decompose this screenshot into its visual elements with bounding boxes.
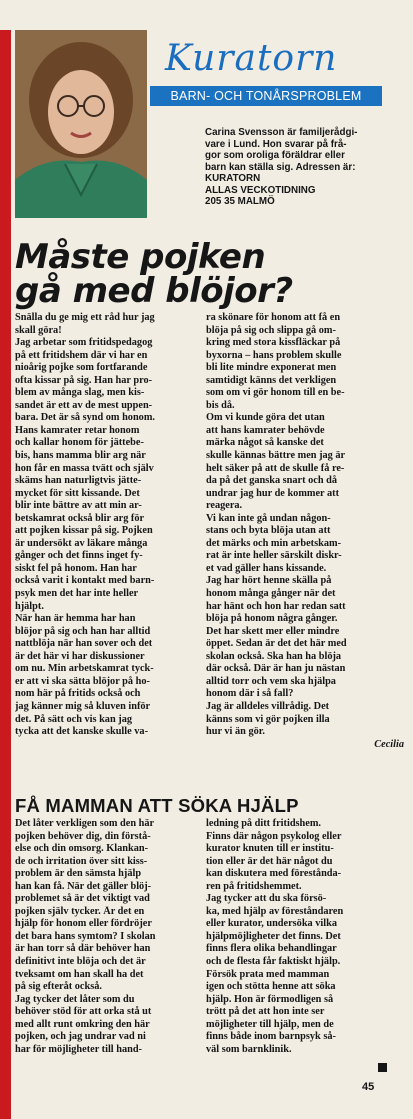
red-accent-bar — [0, 30, 11, 1119]
text-line: Jag arbetar som fritidspedagog — [15, 337, 153, 349]
section-banner: BARN- OCH TONÅRSPROBLEM — [150, 86, 382, 106]
text-line: på sig efteråt också. — [15, 981, 102, 993]
text-line: Jag är alldeles villrådig. Det — [206, 700, 330, 712]
text-line: skolan också. Ska han ha blöja — [206, 650, 342, 662]
text-line: är det här vi har diskussioner — [15, 650, 145, 662]
text-line: bis, hans mamma blir arg när — [15, 450, 146, 462]
text-line: bara. Det är så synd om honom. — [15, 412, 155, 424]
text-line: ofta kissar på sig. Han har pro- — [15, 374, 153, 386]
text-line: tycka att det kanske skulle va- — [15, 726, 149, 738]
column-title: Kuratorn — [165, 38, 338, 79]
text-line: gånger och det finns inget fy- — [15, 550, 143, 562]
intro-line: Carina Svensson är familjerådgi- — [205, 127, 358, 138]
text-line: nioårig pojke som fortfarande — [15, 362, 148, 374]
text-line: hjälpmöjligheter det finns. Det — [206, 930, 341, 942]
text-line: de och irritation över sitt kiss- — [15, 855, 148, 867]
answer-column-left — [15, 818, 201, 1056]
intro-line: barn kan ställa sig. Adressen är: — [205, 161, 356, 173]
headline-line: gå med blöjor? — [15, 271, 293, 311]
text-line: nattblöja när han sover och det — [15, 638, 153, 650]
text-line: kan diskutera med föreståndа- — [206, 868, 342, 880]
intro-line: KURATORN — [205, 173, 261, 184]
intro-line: vare i Lund. Hon svarar på frå- — [205, 138, 347, 150]
text-line: stans och byta blöja utan att — [206, 525, 331, 537]
text-line: också varit i kontakt med barn- — [15, 575, 155, 587]
text-line: öppet. Sedan är det det här med — [206, 638, 347, 650]
text-line: nom här på fritids också och — [15, 688, 141, 700]
text-line: hon får en massa tvätt och själv — [15, 462, 154, 474]
text-line: att pojken kissar på sig. Pojken — [15, 525, 153, 537]
letter-signature: Cecilia — [374, 738, 404, 750]
headline — [15, 237, 410, 311]
text-line: jag känner mig så kluven inför — [15, 700, 151, 712]
text-line: hjälp för honom eller fördröjer — [15, 918, 152, 930]
page-number: 45 — [362, 1081, 375, 1093]
text-line: blöja på sig och slippa gå om- — [206, 324, 336, 336]
text-line: rat är inte heller särskilt diskr- — [206, 550, 342, 562]
text-line: Jag tycker det låter som du — [15, 993, 135, 1005]
answer-headline: FÅ MAMMAN ATT SÖKA HJÄLP — [15, 795, 299, 816]
text-line: Vi kan inte gå undan någon- — [206, 512, 331, 524]
text-line: har hänt och hon har redan satt — [206, 600, 346, 612]
text-line: helt säker på att de skulle få re- — [206, 462, 345, 474]
intro-line: gor som oroliga föräldrar eller — [205, 150, 345, 161]
text-line: sandet är ett av de mest uppen- — [15, 399, 153, 411]
text-line: där också. Där är han ju nästan — [206, 663, 346, 675]
letter-column-right — [206, 312, 404, 751]
text-line: trött på det att hon inte ser — [206, 1006, 325, 1018]
text-line: byxorna – hans problem skulle — [206, 349, 342, 361]
text-line: reagera. — [206, 500, 243, 512]
text-line: att hans kamrater behövde — [206, 424, 325, 436]
text-line: Om vi kunde göra det utan — [206, 412, 325, 424]
end-mark — [378, 1063, 387, 1072]
text-line: definitivt inte blöja och det är — [15, 956, 146, 968]
text-line: pojken behöver dig, din förstå- — [15, 830, 151, 842]
text-line: problem är den sämsta hjälp — [15, 868, 142, 880]
text-line: Snälla du ge mig ett råd hur jag — [15, 312, 155, 323]
text-line: och de flesta får faktiskt hjälp. — [206, 956, 341, 968]
text-line: det märks och min arbetskam- — [206, 537, 341, 549]
text-line: behöver stöd för att orka stå ut — [15, 1006, 152, 1018]
text-line: honom många gånger när det — [206, 588, 336, 600]
text-line: och kallar honom för jättebe- — [15, 437, 144, 449]
text-line: hjälp. Hon är förmodligen så — [206, 993, 334, 1005]
text-line: Jag tycker att du ska försö- — [206, 893, 327, 905]
text-line: skulle kännas bättre men jag är — [206, 450, 346, 462]
text-line: problemet så är det viktigt vad — [15, 893, 150, 905]
text-line: ka, med hjälp av föreståndaren — [206, 905, 344, 917]
text-line: Jag har hört henne skälla på — [206, 575, 332, 587]
text-line: bli lite mindre exponerat men — [206, 362, 337, 374]
text-line: et vad gäller hans kissande. — [206, 562, 327, 574]
text-line: Det låter verkligen som den här — [15, 818, 155, 829]
text-line: han kan få. När det gäller blöj- — [15, 880, 152, 892]
text-line: betskamrat också blir arg för — [15, 512, 145, 524]
text-line: Hans kamrater retar honom — [15, 424, 140, 436]
text-line: blöjor på sig och han har alltid — [15, 625, 151, 637]
headline-line: Måste pojken — [15, 237, 266, 277]
text-line: är han torr så där behöver han — [15, 943, 151, 955]
text-line: pojken själv tycker. Är det en — [15, 905, 145, 917]
text-line: siskt fel på honom. Han har — [15, 562, 137, 574]
text-line: Det har skett mer eller mindre — [206, 625, 340, 637]
text-line: är undersökt av läkare många — [15, 537, 148, 549]
text-line: samtidigt känns det verkligen — [206, 374, 337, 386]
text-line: det bara hans symtom? I skolan — [15, 930, 156, 942]
text-line: else och din omsorg. Klankan- — [15, 843, 149, 855]
text-line: märka något så kanske det — [206, 437, 324, 449]
text-line: hur vi än gör. — [206, 726, 265, 738]
text-line: på ett fritidshem där vi har en — [15, 349, 148, 361]
text-line: väl som barnklinik. — [206, 1043, 292, 1055]
text-line: möjligheter till hjälp, men de — [206, 1018, 334, 1030]
text-line: tion eller är det här något du — [206, 855, 333, 867]
text-line: bis då. — [206, 399, 235, 411]
text-line: finns både inom barnpsyk så- — [206, 1031, 336, 1043]
text-line: honom där i så fall? — [206, 688, 294, 700]
text-line: Försök prata med mamman — [206, 968, 330, 980]
text-line: om nu. Min arbetskamrat tyck- — [15, 663, 154, 675]
text-line: som om vi gör honom till en be- — [206, 387, 345, 399]
text-line: kring med stora kissfläckar på — [206, 337, 341, 349]
text-line: kurator knuten till er institu- — [206, 843, 334, 855]
text-line: da på det ganska snart och då — [206, 475, 338, 487]
text-line: psyk men det har inte heller — [15, 588, 139, 600]
text-line: det. På sätt och vis kan jag — [15, 713, 132, 725]
author-intro — [205, 127, 405, 208]
text-line: ren på fritidshemmet. — [206, 880, 302, 892]
text-line: skäms han naturligtvis jätte- — [15, 475, 142, 487]
text-line: igen och stötta henne att söka — [206, 981, 336, 993]
author-photo — [15, 30, 147, 218]
text-line: finns flera olika behandlingar — [206, 943, 337, 955]
text-line: hjälpt. — [15, 600, 44, 612]
text-line: blöja på honom några gånger. — [206, 613, 338, 625]
text-line: er att vi ska sätta blöjor på ho- — [15, 675, 150, 687]
text-line: blir inte bättre av att min ar- — [15, 500, 142, 512]
text-line: ra skönare för honom att få en — [206, 312, 341, 323]
text-line: Finns där någon psykolog eller — [206, 830, 342, 842]
answer-column-right — [206, 818, 404, 1056]
text-line: med allt runt omkring den här — [15, 1018, 150, 1030]
text-line: blem av många slag, men kis- — [15, 387, 145, 399]
text-line: känns som vi gör pojken illa — [206, 713, 330, 725]
text-line: tveksamt om han skall ha det — [15, 968, 144, 980]
text-line: undrar jag hur de kommer att — [206, 487, 340, 499]
intro-line: ALLAS VECKOTIDNING — [205, 184, 316, 196]
text-line: När han är hemma har han — [15, 613, 136, 625]
text-line: eller kurator, undersöka vilka — [206, 918, 338, 930]
intro-line: 205 35 MALMÖ — [205, 196, 275, 207]
text-line: har för möjligheter till hand- — [15, 1043, 142, 1055]
text-line: pojken, och jag undrar vad ni — [15, 1031, 146, 1043]
text-line: skall göra! — [15, 324, 62, 336]
text-line: mycket för sitt kissande. Det — [15, 487, 140, 499]
letter-column-left — [15, 312, 201, 739]
text-line: ledning på ditt fritidshem. — [206, 818, 321, 829]
text-line: alltid torr och vem ska hjälpa — [206, 675, 336, 687]
